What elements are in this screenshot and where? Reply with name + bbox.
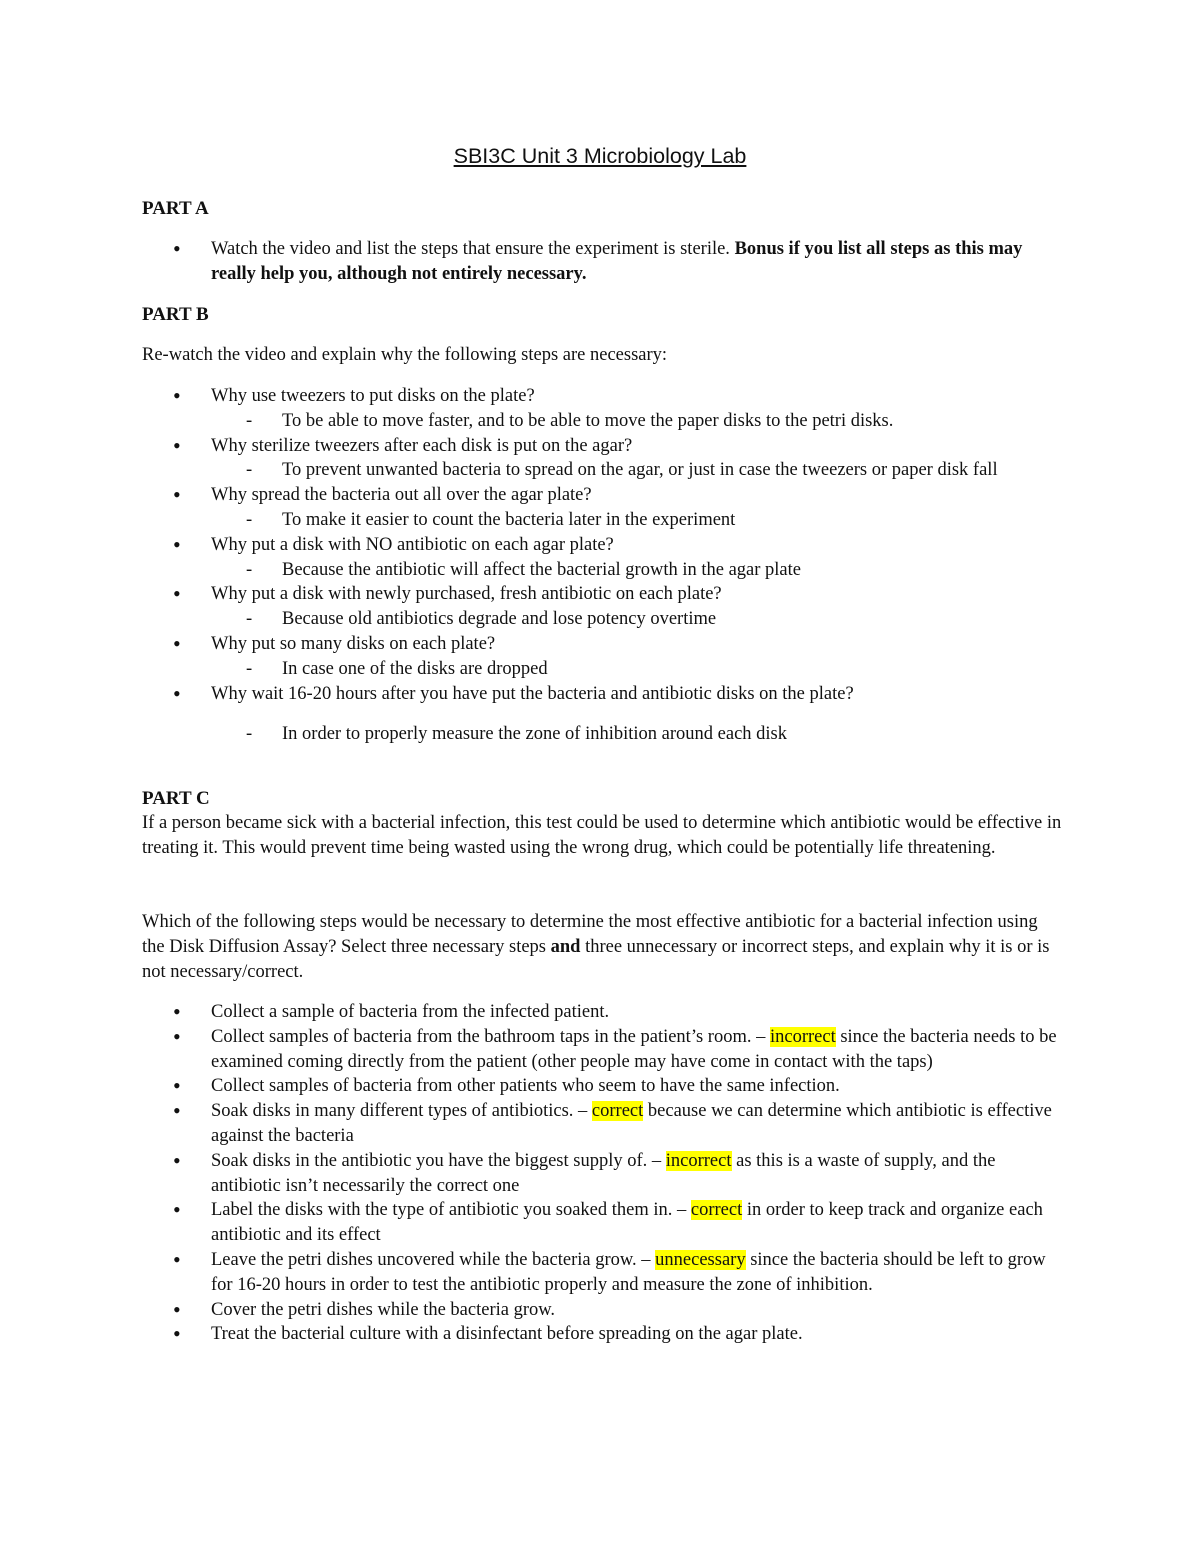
answer-text: In order to properly measure the zone of inhibition around each disk — [282, 724, 787, 745]
list-item — [142, 1198, 1062, 1248]
step-text: Soak disks in many different types of antibiotics. — [211, 1101, 574, 1122]
step-text: Label the disks with the type of antibiotic you soaked them in. — [211, 1200, 673, 1221]
answer-line — [142, 458, 1062, 483]
list-item — [142, 632, 1062, 682]
question-text: Why spread the bacteria out all over the agar plate? — [211, 485, 592, 506]
list-item — [142, 1000, 1062, 1025]
answer-text: Because old antibiotics degrade and lose potency overtime — [282, 609, 717, 630]
part-c-paragraph-2 — [142, 910, 1062, 984]
list-item — [142, 582, 1062, 632]
step-text: Collect samples of bacteria from the bathroom taps in the patient’s room. — [211, 1026, 752, 1047]
step-text: Treat the bacterial culture with a disinfectant before spreading on the agar plate. — [211, 1324, 803, 1345]
part-b-intro: Re-watch the video and explain why the following steps are necessary: — [142, 345, 668, 365]
list-item — [142, 533, 1062, 583]
answer-text: Because the antibiotic will affect the bacterial growth in the agar plate — [282, 559, 801, 580]
list-item — [142, 384, 1062, 434]
answer-line — [142, 607, 1062, 632]
answer-line — [142, 409, 1062, 434]
part-b-heading: PART B — [142, 304, 209, 325]
paragraph-bold-word: and — [550, 936, 581, 957]
step-text: Cover the petri dishes while the bacteria grow. — [211, 1299, 556, 1320]
question-text: Why put a disk with NO antibiotic on each agar plate? — [211, 534, 614, 555]
list-item — [142, 1099, 1062, 1149]
part-c-paragraph-1: If a person became sick with a bacterial infection, this test could be used to determine which antibiotic would be effective in treating it. This would prevent time being wasted using the wrong drug, which could be potentially life threatening. — [142, 813, 1062, 858]
answer-text: In case one of the disks are dropped — [282, 658, 548, 679]
step-text: Leave the petri dishes uncovered while the bacteria grow. — [211, 1249, 637, 1270]
answer-line — [142, 722, 1062, 747]
paragraph-text: three unnecessary or incorrect steps, and explain why it is or is not necessary/correct. — [142, 936, 1050, 982]
answer-text: To prevent unwanted bacteria to spread on the agar, or just in case the tweezers or paper disk fall — [282, 460, 998, 481]
dash-marker: - — [246, 559, 253, 580]
dash-marker: - — [246, 724, 253, 745]
step-explanation: as this is a waste of supply, and the antibiotic isn’t necessarily the correct one — [211, 1150, 996, 1196]
step-separator: – — [672, 1200, 691, 1221]
step-explanation: in order to keep track and organize each antibiotic and its effect — [211, 1200, 1043, 1246]
dash-marker: - — [246, 410, 253, 431]
highlighted-verdict: correct — [591, 1101, 644, 1122]
answer-line — [142, 558, 1062, 583]
paragraph-text: Which of the following steps would be necessary to determine the most effective antibiotic for a bacterial infection using the Disk Diffusion Assay? Select three necessary steps — [142, 912, 1038, 957]
step-separator: – — [573, 1101, 592, 1122]
dash-marker: - — [246, 658, 253, 679]
question-text: Why put so many disks on each plate? — [211, 633, 496, 654]
step-separator: – — [636, 1249, 656, 1270]
question-text: Why wait 16-20 hours after you have put the bacteria and antibiotic disks on the plate? — [211, 683, 854, 704]
question-text: Why use tweezers to put disks on the plate? — [211, 386, 535, 406]
part-b-question-list — [142, 384, 1062, 747]
highlighted-verdict: incorrect — [665, 1150, 732, 1171]
step-text: Collect a sample of bacteria from the infected patient. — [211, 1002, 610, 1022]
part-a-list — [142, 237, 1062, 287]
list-item — [142, 483, 1062, 533]
answer-text: To be able to move faster, and to be able to move the paper disks to the petri disks. — [282, 410, 894, 431]
list-item — [142, 1074, 1062, 1099]
part-a-bonus-note: Bonus if you list all steps as this may really help you, although not entirely necessary. — [211, 239, 1023, 284]
highlighted-verdict: incorrect — [769, 1026, 836, 1047]
question-text: Why put a disk with newly purchased, fresh antibiotic on each plate? — [211, 584, 722, 605]
highlighted-verdict: correct — [690, 1200, 743, 1221]
list-item — [142, 237, 1062, 287]
list-item — [142, 1248, 1062, 1298]
dash-marker: - — [246, 609, 253, 630]
step-explanation: since the bacteria needs to be examined coming directly from the patient (other people may have come in contact with the taps) — [211, 1026, 1057, 1072]
answer-line — [142, 508, 1062, 533]
step-text: Collect samples of bacteria from other patients who seem to have the same infection. — [211, 1076, 840, 1097]
part-a-instruction: Watch the video and list the steps that ensure the experiment is sterile. — [211, 239, 730, 259]
step-separator: – — [647, 1150, 666, 1171]
step-separator: – — [751, 1026, 770, 1047]
step-explanation: since the bacteria should be left to grow for 16-20 hours in order to test the antibiotic properly and measure the zone of inhibition. — [211, 1249, 1046, 1295]
part-a-heading: PART A — [142, 198, 209, 219]
part-c-step-list — [142, 1000, 1062, 1347]
page-title: SBI3C Unit 3 Microbiology Lab — [453, 144, 747, 168]
part-c-heading: PART C — [142, 788, 210, 809]
answer-line — [142, 657, 1062, 682]
list-item — [142, 434, 1062, 484]
dash-marker: - — [246, 509, 253, 530]
step-explanation: because we can determine which antibiotic is effective against the bacteria — [211, 1101, 1052, 1146]
list-item — [142, 1322, 1062, 1347]
dash-marker: - — [246, 460, 253, 481]
highlighted-verdict: unnecessary — [655, 1249, 746, 1270]
list-item — [142, 1025, 1062, 1075]
list-item — [142, 1149, 1062, 1199]
question-text: Why sterilize tweezers after each disk is put on the agar? — [211, 435, 633, 456]
list-item — [142, 682, 1062, 748]
answer-text: To make it easier to count the bacteria later in the experiment — [282, 509, 736, 530]
step-text: Soak disks in the antibiotic you have the biggest supply of. — [211, 1150, 648, 1171]
list-item — [142, 1298, 1062, 1323]
